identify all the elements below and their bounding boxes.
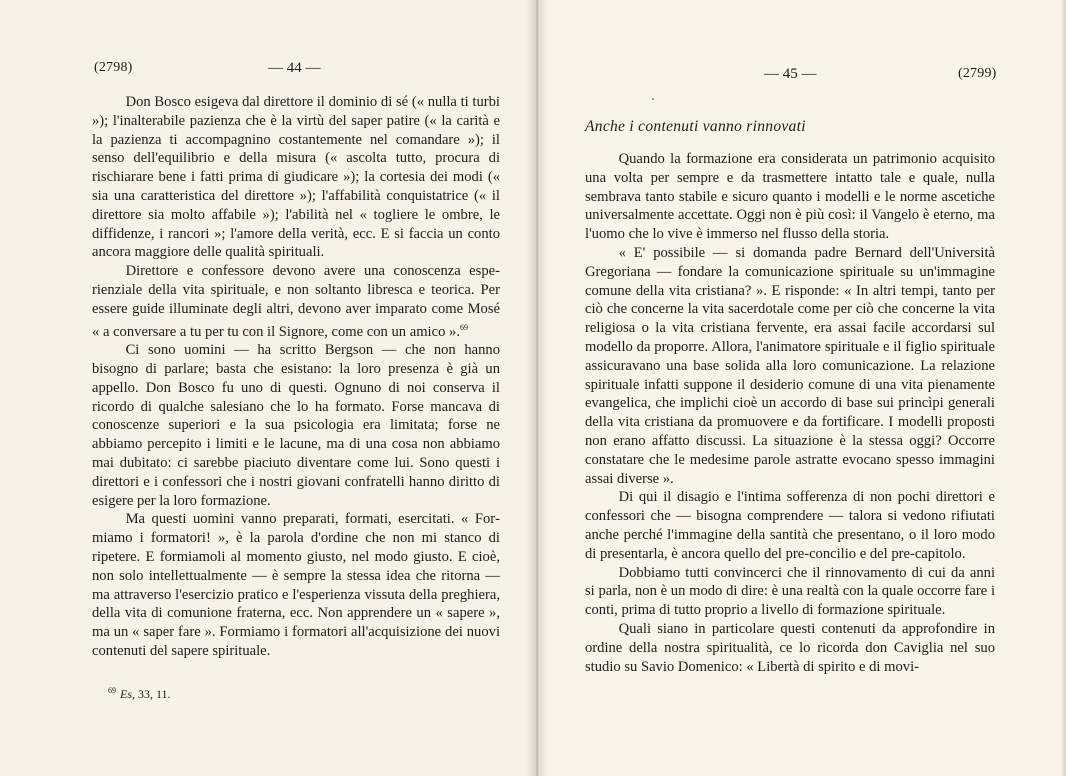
- paragraph: [92, 93, 500, 262]
- left-body-text: [92, 93, 500, 661]
- running-head-right: (2799): [958, 66, 997, 81]
- paragraph-text: Ma questi uomini vanno preparati, formati, esercitati. « Formiamo i formatori! », è la parola d'ordine che non mi stanco di ripetere. E formiamoli al momento giusto, nel modo giusto. E cioè, non solo intellettualmente — è sempre la stessa idea che ritorna — ma attraverso l'esercizio pratico e l'esperienza vissuta della preghiera, della vita di comunione fraterna, ecc. Non apprendere un « sapere », ma un « saper fare ». Formiamo i formatori all'acquisizione dei nuovi contenuti del sapere spirituale.: [92, 511, 500, 659]
- right-body-text: [585, 150, 995, 676]
- book-gutter: [526, 0, 548, 776]
- paragraph-text: Ci sono uomini — ha scritto Bergson — che non hanno bisogno di parlare; basta che esistano: la loro presenza è già un appello. Don Bosco fu uno di questi. Ognuno di noi conserva il ricordo di qualche salesiano che lo ha formato. Forse mancava di conoscenze superiori e la sua psicologia era limitata; forse ne abbiamo percepito i limiti e le lacune, ma di una cosa non abbiamo mai dubitato: ci sarebbe piaciuto diventare come lui. Sono questi i direttori e i confessori che i nostri giovani confratelli hanno diritto di esigere per la loro formazione.: [92, 342, 500, 509]
- paragraph: Di qui il disagio e l'intima sofferenza di non pochi direttori e confessori che — bisogna comprendere — talora si vedono rifiutati anche perché l'immagine della santità che presentano, o il loro modo di presentarla, è ancora quello del pre-concilio e del pre-capitolo.: [585, 489, 995, 562]
- paragraph-text: Direttore e confessore devono avere una conoscenza esperienziale della vita spirituale, e non soltanto libresca e teorica. Per essere guide illuminate degli altri, devono aver imparato come Mosé « a conversare a tu per tu con il Signore, come con un amico ».: [92, 263, 500, 340]
- footnote-reference: 69: [459, 322, 468, 332]
- footnote-mark: 69: [108, 686, 116, 695]
- paragraph: « E' possibile — si domanda padre Bernard dell'Università Gregoriana — fondare la comunicazione spirituale su un'immagine comune della vita cristiana? ». E risponde: « In altri tempi, tanto per ciò che concerne la vita sacerdotale come per ciò che concerne la vita religiosa o la vita cristiana fervente, era assai facile accordarsi sul modello da proporre. Allora, l'animatore spirituale e il figlio spirituale assicuravano una base solida alla loro comunicazione. La relazione spirituale infatti suppone il desiderio comune di una vita pienamente evangelica, che implichi cioè un accordo di base sui princìpi generali della vita cristiana da promuovere e da fortificare. I modelli proposti non erano affatto discussi. La situazione è la stessa oggi? Occorre constatare che le medesime parole astratte evocano spesso immagini assai diverse ».: [585, 244, 995, 487]
- paragraph-text: Don Bosco esigeva dal direttore il dominio di sé (« nulla ti turbi »); l'inalterabile pazienza che è la virtù del saper patire (« la carità e la pazienza ti accompagnino costantemente nel comandare »); il senso dell'equilibrio e della misura (« ascolta tutto, procura di rischiarare bene i fatti prima di giudicare »); la cortesia dei modi (« sia una caratteristica del direttore »); l'affabilità conquistatrice (« il direttore sia molto affabile »); l'abilità nel « togliere le ombre, le diffidenze, i rancori »; l'amore della verità, ecc. E si faccia un conto ancora maggiore delle qualità spirituali.: [92, 94, 500, 261]
- footnote-location: 33, 11.: [135, 687, 171, 701]
- paragraph: Quali siano in particolare questi contenuti da approfondire in ordine della nostra spiritualità, ce lo ricorda don Caviglia nel suo studio su Savio Domenico: « Libertà di spirito e di movi-: [585, 620, 995, 675]
- page-number-left: — 44 —: [268, 60, 321, 76]
- running-head-left: (2798): [94, 60, 133, 75]
- footnote-source: Es,: [120, 687, 135, 701]
- paragraph: Quando la formazione era considerata un patrimonio acquisito una volta per sempre e da trasmettere intatto tale e quale, nulla sembrava tanto stabile e sicuro quanto i modelli e le norme ascetiche universalmente accettate. Oggi non è più così: il Vangelo è eterno, ma l'uomo che lo vive è immerso nel flusso della storia.: [585, 151, 995, 243]
- paper-speck: [652, 98, 654, 100]
- section-heading: Anche i contenuti vanno rinnovati: [585, 118, 806, 135]
- paragraph: [92, 341, 500, 510]
- paragraph: [92, 262, 500, 341]
- paragraph: [92, 510, 500, 660]
- page-edge: [1060, 0, 1066, 776]
- page-number-right: — 45 —: [764, 66, 817, 82]
- paragraph: Dobbiamo tutti convincerci che il rinnovamento di cui da anni si parla, non è un modo di dire: è una realtà con la quale occorre fare i conti, prima di tutto proprio a livello di formazione spirituale.: [585, 564, 995, 619]
- footnote: [108, 686, 171, 702]
